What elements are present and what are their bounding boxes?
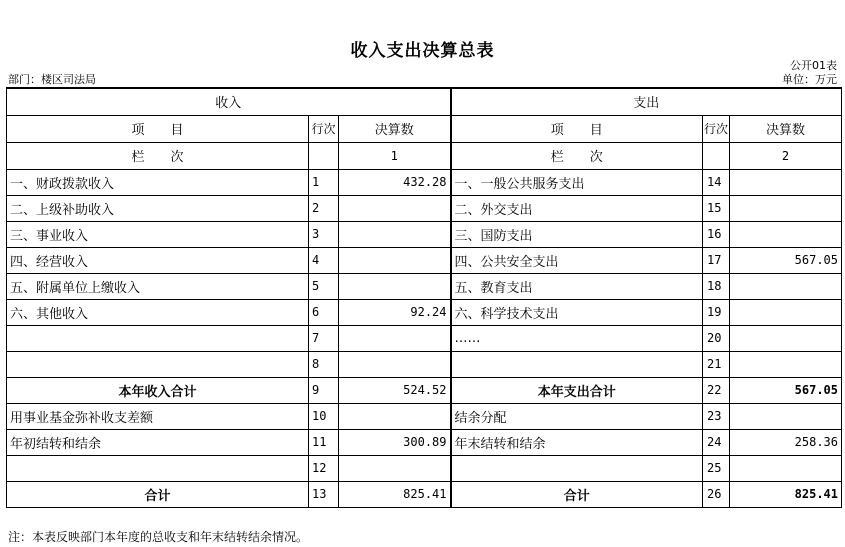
table-row: [7, 195, 842, 221]
income-column-rowno: [309, 142, 339, 169]
expense-amount: [730, 403, 842, 429]
income-item: 六、其他收入: [7, 299, 309, 325]
expense-amount: [730, 325, 842, 351]
expense-header: 支出: [451, 88, 842, 115]
income-row-no: 10: [309, 403, 339, 429]
income-row-no: 2: [309, 195, 339, 221]
income-column-number: 1: [339, 142, 451, 169]
table-row: [7, 299, 842, 325]
expense-rowno-header: 行次: [703, 115, 730, 142]
expense-subtotal-amount: 567.05: [730, 377, 842, 403]
income-amount: [339, 247, 451, 273]
expense-item: ……: [451, 325, 703, 351]
expense-item: 六、科学技术支出: [451, 299, 703, 325]
income-header: 收入: [7, 88, 451, 115]
table-row: [7, 273, 842, 299]
income-amount: 92.24: [339, 299, 451, 325]
income-row-no: 12: [309, 455, 339, 481]
income-amount: [339, 325, 451, 351]
expense-column-rowno: [703, 142, 730, 169]
table-row: [7, 325, 842, 351]
expense-row-no: 25: [703, 455, 730, 481]
expense-amount: [730, 221, 842, 247]
summary-table: [6, 87, 842, 508]
income-subtotal-amount: 524.52: [339, 377, 451, 403]
expense-item: 二、外交支出: [451, 195, 703, 221]
expense-row-no: 26: [703, 481, 730, 507]
income-item: 五、附属单位上缴收入: [7, 273, 309, 299]
table-row: [7, 221, 842, 247]
expense-row-no: 17: [703, 247, 730, 273]
footnote: 注：本表反映部门本年度的总收支和年末结转结余情况。: [8, 530, 309, 544]
report-title: 收入支出决算总表: [350, 41, 495, 61]
form-code: 公开01表: [790, 59, 837, 72]
income-total-label: 合计: [7, 481, 309, 507]
income-item: 一、财政拨款收入: [7, 169, 309, 195]
table-header-row: [7, 88, 842, 115]
income-amount: [339, 221, 451, 247]
income-amount: [339, 455, 451, 481]
expense-subtotal-label: 本年支出合计: [451, 377, 703, 403]
expense-amount-header: 决算数: [730, 115, 842, 142]
expense-amount: [730, 273, 842, 299]
income-item: 年初结转和结余: [7, 429, 309, 455]
income-item: 三、事业收入: [7, 221, 309, 247]
expense-item: [451, 351, 703, 377]
unit-label: 单位：万元: [782, 73, 837, 86]
department-label: 部门：楼区司法局: [8, 73, 96, 86]
expense-row-no: 14: [703, 169, 730, 195]
expense-amount: [730, 351, 842, 377]
table-row: [7, 169, 842, 195]
income-amount: [339, 351, 451, 377]
expense-item: 三、国防支出: [451, 221, 703, 247]
expense-total-label: 合计: [451, 481, 703, 507]
income-amount: 300.89: [339, 429, 451, 455]
table-row: [7, 351, 842, 377]
expense-row-no: 18: [703, 273, 730, 299]
income-total-amount: 825.41: [339, 481, 451, 507]
income-amount: [339, 195, 451, 221]
income-row-no: 8: [309, 351, 339, 377]
expense-item: 结余分配: [451, 403, 703, 429]
expense-amount: [730, 455, 842, 481]
income-subtotal-label: 本年收入合计: [7, 377, 309, 403]
income-row-no: 11: [309, 429, 339, 455]
table-row-total: [7, 481, 842, 507]
income-amount: [339, 403, 451, 429]
expense-row-no: 21: [703, 351, 730, 377]
table-column-row: [7, 142, 842, 169]
expense-row-no: 24: [703, 429, 730, 455]
income-item: [7, 351, 309, 377]
income-amount: 432.28: [339, 169, 451, 195]
table-row: [7, 455, 842, 481]
income-item: 用事业基金弥补收支差额: [7, 403, 309, 429]
income-row-no: 9: [309, 377, 339, 403]
expense-column-label: 栏 次: [451, 142, 703, 169]
expense-amount: 567.05: [730, 247, 842, 273]
income-row-no: 5: [309, 273, 339, 299]
table-subheader-row: [7, 115, 842, 142]
income-item: [7, 455, 309, 481]
income-column-label: 栏 次: [7, 142, 309, 169]
income-row-no: 6: [309, 299, 339, 325]
expense-row-no: 20: [703, 325, 730, 351]
income-row-no: 13: [309, 481, 339, 507]
expense-amount: [730, 195, 842, 221]
income-item: 四、经营收入: [7, 247, 309, 273]
income-row-no: 4: [309, 247, 339, 273]
expense-row-no: 19: [703, 299, 730, 325]
expense-item-header: 项 目: [451, 115, 703, 142]
income-amount: [339, 273, 451, 299]
table-row: [7, 429, 842, 455]
expense-row-no: 15: [703, 195, 730, 221]
expense-total-amount: 825.41: [730, 481, 842, 507]
table-row: [7, 247, 842, 273]
income-row-no: 1: [309, 169, 339, 195]
expense-amount: [730, 169, 842, 195]
expense-item: [451, 455, 703, 481]
table-row-subtotal: [7, 377, 842, 403]
expense-item: 一、一般公共服务支出: [451, 169, 703, 195]
expense-item: 年末结转和结余: [451, 429, 703, 455]
income-amount-header: 决算数: [339, 115, 451, 142]
expense-row-no: 16: [703, 221, 730, 247]
income-item: 二、上级补助收入: [7, 195, 309, 221]
income-item: [7, 325, 309, 351]
income-rowno-header: 行次: [309, 115, 339, 142]
expense-column-number: 2: [730, 142, 842, 169]
expense-row-no: 23: [703, 403, 730, 429]
income-row-no: 3: [309, 221, 339, 247]
income-row-no: 7: [309, 325, 339, 351]
table-row: [7, 403, 842, 429]
expense-amount: 258.36: [730, 429, 842, 455]
expense-item: 五、教育支出: [451, 273, 703, 299]
expense-row-no: 22: [703, 377, 730, 403]
expense-amount: [730, 299, 842, 325]
income-item-header: 项 目: [7, 115, 309, 142]
expense-item: 四、公共安全支出: [451, 247, 703, 273]
